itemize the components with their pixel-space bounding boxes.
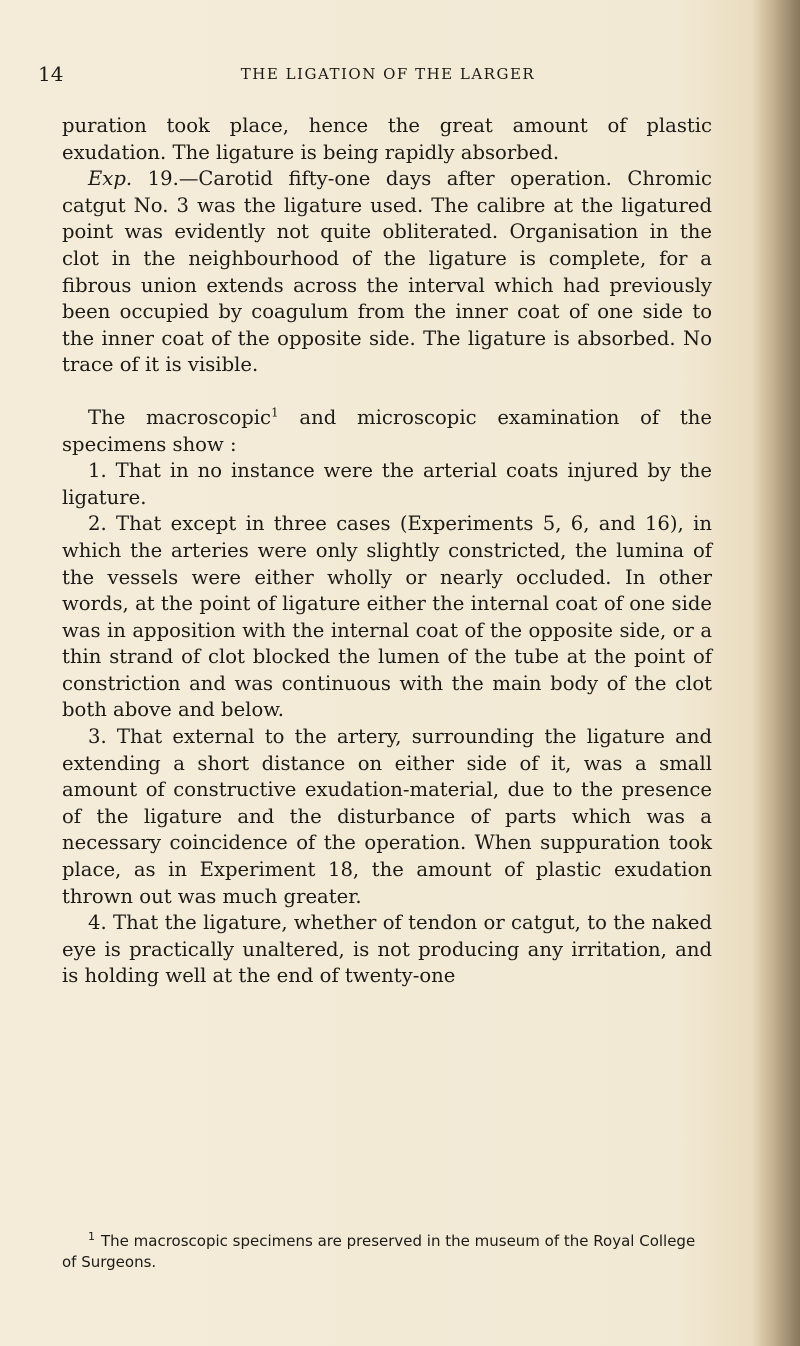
paragraph-gap xyxy=(62,379,712,405)
footnote-mark: 1 xyxy=(88,1230,95,1243)
experiment-text: 19.—Carotid fifty-one days after operation. Chromic catgut No. 3 was the ligature used. The calibre at the ligatured point was evidently not quite obliterated. Organisation in the clot in the neighbourhood of the ligature is complete, for a fibrous union extends across the interval which had previously been occupied by coagulum from the inner coat of one side to the inner coat of the opposite side. The ligature is absorbed. No trace of it is visible. xyxy=(62,167,712,377)
page-header xyxy=(38,62,738,92)
footnote-body: The macroscopic specimens are preserved in the museum of the Royal College of Surgeons. xyxy=(62,1232,696,1271)
body-text xyxy=(62,113,712,990)
summary-intro-text-cont: and microscopic examination of the specimens show : xyxy=(62,405,712,456)
page-edge-shadow xyxy=(752,0,800,1346)
summary-intro xyxy=(62,405,712,458)
list-item: 2. That except in three cases (Experiments 5, 6, and 16), in which the arteries were only slightly constricted, the lumina of the vessels were either wholly or nearly occluded. In other words, at the point of ligature either the internal coat of one side was in apposition with the internal coat of the opposite side, or a thin strand of clot blocked the lumen of the tube at the point of constriction and was continuous with the main body of the clot both above and below. xyxy=(62,512,712,722)
running-title: THE LIGATION OF THE LARGER xyxy=(240,65,536,83)
experiment-label: Exp. xyxy=(88,167,133,191)
footnote xyxy=(62,1231,712,1273)
list-item: 3. That external to the artery, surrounding the ligature and extending a short distance on either side of it, was a small amount of constructive exudation-material, due to the presence of the ligature and the disturbance of parts which was a necessary coincidence of the operation. When suppuration took place, as in Experiment 18, the amount of plastic exudation thrown out was much greater. xyxy=(62,725,712,908)
experiment-paragraph xyxy=(62,166,712,379)
summary-intro-text: The macroscopic xyxy=(88,405,272,429)
footnote-reference: 1 xyxy=(271,405,279,420)
footnote-text xyxy=(62,1231,712,1273)
list-item: 1. That in no instance were the arterial coats injured by the ligature. xyxy=(62,459,712,509)
list-item: 4. That the ligature, whether of tendon or catgut, to the naked eye is practically unaltered, is not producing any irritation, and is holding well at the end of twenty-one xyxy=(62,911,712,988)
paragraph: puration took place, hence the great amount of plastic exudation. The ligature is being rapidly absorbed. xyxy=(62,114,712,164)
page-number: 14 xyxy=(38,62,64,86)
